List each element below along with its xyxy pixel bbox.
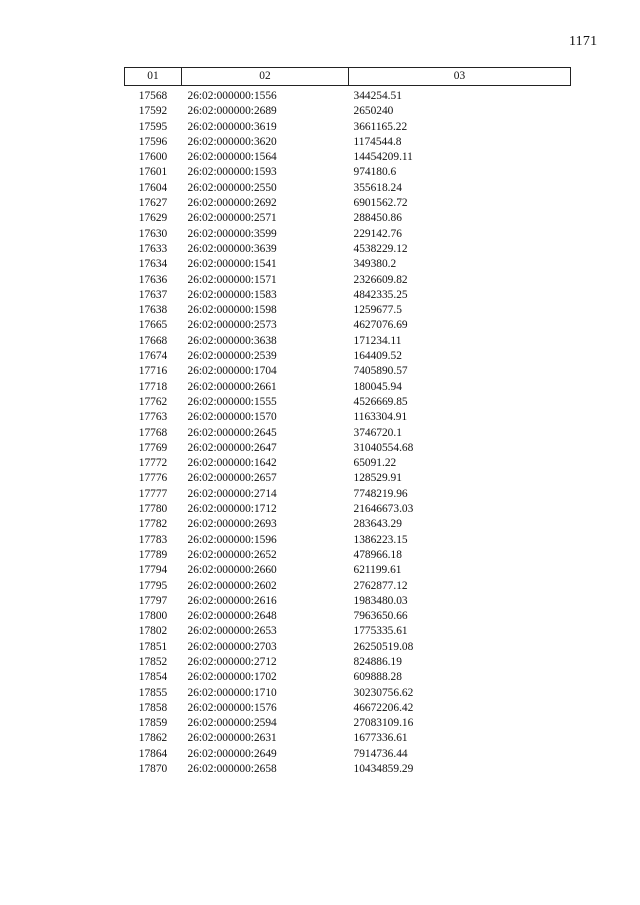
row-number-cell: 17789 [138,548,168,561]
row-number-cell: 17776 [138,472,168,485]
table-row [125,471,571,486]
value-cell: 1386223.15 [353,533,408,546]
row-number-cell: 17595 [138,120,168,133]
value-cell: 2762877.12 [353,579,408,592]
value-cell: 65091.22 [353,457,397,470]
table-row [125,349,571,364]
value-cell: 478966.18 [353,548,402,561]
cadastral-number-cell: 26:02:000000:3599 [187,227,277,240]
row-number-cell: 17604 [138,181,168,194]
value-cell: 1174544.8 [353,135,402,148]
cadastral-number-cell: 26:02:000000:2539 [187,350,277,363]
table-row [125,395,571,410]
value-cell: 1677336.61 [353,732,408,745]
table-row [125,640,571,655]
row-number-cell: 17797 [138,594,168,607]
row-number-cell: 17634 [138,258,168,271]
value-cell: 10434859.29 [353,763,414,776]
column-header: 03 [349,68,571,86]
table-row [125,86,571,105]
cadastral-number-cell: 26:02:000000:1596 [187,533,277,546]
value-cell: 974180.6 [353,166,397,179]
cadastral-number-cell: 26:02:000000:1593 [187,166,277,179]
table-row [125,104,571,119]
table-row [125,655,571,670]
cadastral-number-cell: 26:02:000000:1576 [187,701,277,714]
cadastral-number-cell: 26:02:000000:2660 [187,564,277,577]
cadastral-number-cell: 26:02:000000:1704 [187,365,277,378]
value-cell: 4526669.85 [353,395,408,408]
row-number-cell: 17674 [138,350,168,363]
value-cell: 128529.91 [353,472,402,485]
value-cell: 355618.24 [353,181,402,194]
table-row [125,288,571,303]
row-number-cell: 17800 [138,610,168,623]
row-number-cell: 17716 [138,365,168,378]
column-header: 02 [182,68,349,86]
cadastral-number-cell: 26:02:000000:1702 [187,671,277,684]
cadastral-number-cell: 26:02:000000:2689 [187,105,277,118]
cadastral-number-cell: 26:02:000000:2594 [187,717,277,730]
table-row [125,563,571,578]
cadastral-number-cell: 26:02:000000:2550 [187,181,277,194]
row-number-cell: 17851 [138,640,168,653]
value-cell: 1259677.5 [353,304,402,317]
cadastral-number-cell: 26:02:000000:1712 [187,503,277,516]
row-number-cell: 17794 [138,564,168,577]
value-cell: 609888.28 [353,671,402,684]
row-number-cell: 17795 [138,579,168,592]
value-cell: 2326609.82 [353,273,408,286]
row-number-cell: 17638 [138,304,168,317]
data-table [124,67,571,777]
value-cell: 349380.2 [353,258,397,271]
cadastral-number-cell: 26:02:000000:2661 [187,380,277,393]
table-row [125,456,571,471]
row-number-cell: 17627 [138,197,168,210]
cadastral-number-cell: 26:02:000000:2571 [187,212,277,225]
row-number-cell: 17858 [138,701,168,714]
cadastral-number-cell: 26:02:000000:1642 [187,457,277,470]
value-cell: 7405890.57 [353,365,408,378]
value-cell: 171234.11 [353,334,402,347]
cadastral-number-cell: 26:02:000000:2652 [187,548,277,561]
row-number-cell: 17592 [138,105,168,118]
row-number-cell: 17864 [138,747,168,760]
value-cell: 6901562.72 [353,197,408,210]
table-row [125,242,571,257]
value-cell: 344254.51 [353,90,402,102]
row-number-cell: 17772 [138,457,168,470]
table-row [125,227,571,242]
value-cell: 31040554.68 [353,441,414,454]
cadastral-number-cell: 26:02:000000:2692 [187,197,277,210]
table-body [125,86,571,778]
row-number-cell: 17637 [138,288,168,301]
cadastral-number-cell: 26:02:000000:1598 [187,304,277,317]
cadastral-number-cell: 26:02:000000:1570 [187,411,277,424]
row-number-cell: 17668 [138,334,168,347]
cadastral-number-cell: 26:02:000000:2693 [187,518,277,531]
value-cell: 7963650.66 [353,610,408,623]
cadastral-number-cell: 26:02:000000:2616 [187,594,277,607]
row-number-cell: 17855 [138,686,168,699]
cadastral-number-cell: 26:02:000000:1583 [187,288,277,301]
row-number-cell: 17782 [138,518,168,531]
row-number-cell: 17768 [138,426,168,439]
value-cell: 30230756.62 [353,686,414,699]
table-row [125,762,571,777]
row-number-cell: 17783 [138,533,168,546]
value-cell: 2650240 [353,105,394,118]
value-cell: 180045.94 [353,380,402,393]
row-number-cell: 17777 [138,487,168,500]
table-row [125,731,571,746]
row-number-cell: 17629 [138,212,168,225]
cadastral-number-cell: 26:02:000000:2645 [187,426,277,439]
table-row [125,441,571,456]
value-cell: 7914736.44 [353,747,408,760]
table-row [125,181,571,196]
value-cell: 3661165.22 [353,120,408,133]
value-cell: 824886.19 [353,655,402,668]
cadastral-number-cell: 26:02:000000:3638 [187,334,277,347]
cadastral-number-cell: 26:02:000000:1571 [187,273,277,286]
cadastral-number-cell: 26:02:000000:1555 [187,395,277,408]
row-number-cell: 17630 [138,227,168,240]
value-cell: 14454209.11 [353,151,413,164]
table-row [125,502,571,517]
cadastral-number-cell: 26:02:000000:2649 [187,747,277,760]
table-row [125,701,571,716]
table-row [125,487,571,502]
cadastral-number-cell: 26:02:000000:2657 [187,472,277,485]
row-number-cell: 17762 [138,395,168,408]
value-cell: 229142.76 [353,227,402,240]
value-cell: 283643.29 [353,518,402,531]
cadastral-number-cell: 26:02:000000:2647 [187,441,277,454]
table-row [125,609,571,624]
value-cell: 288450.86 [353,212,402,225]
table-row [125,594,571,609]
table-row [125,364,571,379]
table-row [125,410,571,425]
table-row [125,716,571,731]
table-row [125,273,571,288]
cadastral-number-cell: 26:02:000000:2658 [187,763,277,776]
table-row [125,120,571,135]
row-number-cell: 17636 [138,273,168,286]
table-row [125,196,571,211]
cadastral-number-cell: 26:02:000000:2712 [187,655,277,668]
table-row [125,334,571,349]
cadastral-number-cell: 26:02:000000:1556 [187,90,277,102]
value-cell: 4842335.25 [353,288,408,301]
table-header-row [125,68,571,86]
value-cell: 164409.52 [353,350,402,363]
row-number-cell: 17852 [138,655,168,668]
row-number-cell: 17870 [138,763,168,776]
value-cell: 7748219.96 [353,487,408,500]
value-cell: 1163304.91 [353,411,408,424]
value-cell: 1983480.03 [353,594,408,607]
row-number-cell: 17601 [138,166,168,179]
table-row [125,150,571,165]
table-row [125,318,571,333]
table-row [125,670,571,685]
value-cell: 26250519.08 [353,640,414,653]
table-row [125,747,571,762]
value-cell: 21646673.03 [353,503,414,516]
row-number-cell: 17862 [138,732,168,745]
cadastral-number-cell: 26:02:000000:1710 [187,686,277,699]
cadastral-number-cell: 26:02:000000:2631 [187,732,277,745]
cadastral-number-cell: 26:02:000000:2602 [187,579,277,592]
cadastral-number-cell: 26:02:000000:2703 [187,640,277,653]
row-number-cell: 17600 [138,151,168,164]
cadastral-number-cell: 26:02:000000:1541 [187,258,277,271]
table-row [125,579,571,594]
row-number-cell: 17859 [138,717,168,730]
row-number-cell: 17763 [138,411,168,424]
table-row [125,211,571,226]
cadastral-number-cell: 26:02:000000:2653 [187,625,277,638]
value-cell: 4627076.69 [353,319,408,332]
cadastral-number-cell: 26:02:000000:1564 [187,151,277,164]
table-row [125,548,571,563]
row-number-cell: 17769 [138,441,168,454]
row-number-cell: 17633 [138,242,168,255]
cadastral-number-cell: 26:02:000000:2648 [187,610,277,623]
table-row [125,380,571,395]
page-number: 1171 [569,34,598,49]
value-cell: 4538229.12 [353,242,408,255]
cadastral-number-cell: 26:02:000000:2714 [187,487,277,500]
table-row [125,165,571,180]
row-number-cell: 17568 [138,90,168,102]
table-row [125,533,571,548]
row-number-cell: 17718 [138,380,168,393]
table-row [125,624,571,639]
cadastral-number-cell: 26:02:000000:3639 [187,242,277,255]
row-number-cell: 17802 [138,625,168,638]
table-row [125,517,571,532]
table-row [125,426,571,441]
value-cell: 3746720.1 [353,426,402,439]
cadastral-number-cell: 26:02:000000:2573 [187,319,277,332]
value-cell: 621199.61 [353,564,402,577]
row-number-cell: 17780 [138,503,168,516]
row-number-cell: 17665 [138,319,168,332]
row-number-cell: 17854 [138,671,168,684]
value-cell: 27083109.16 [353,717,414,730]
cadastral-number-cell: 26:02:000000:3620 [187,135,277,148]
row-number-cell: 17596 [138,135,168,148]
table-row [125,303,571,318]
table-row [125,135,571,150]
column-header: 01 [125,68,182,86]
table-row [125,257,571,272]
value-cell: 46672206.42 [353,701,414,714]
table-row [125,686,571,701]
value-cell: 1775335.61 [353,625,408,638]
cadastral-number-cell: 26:02:000000:3619 [187,120,277,133]
